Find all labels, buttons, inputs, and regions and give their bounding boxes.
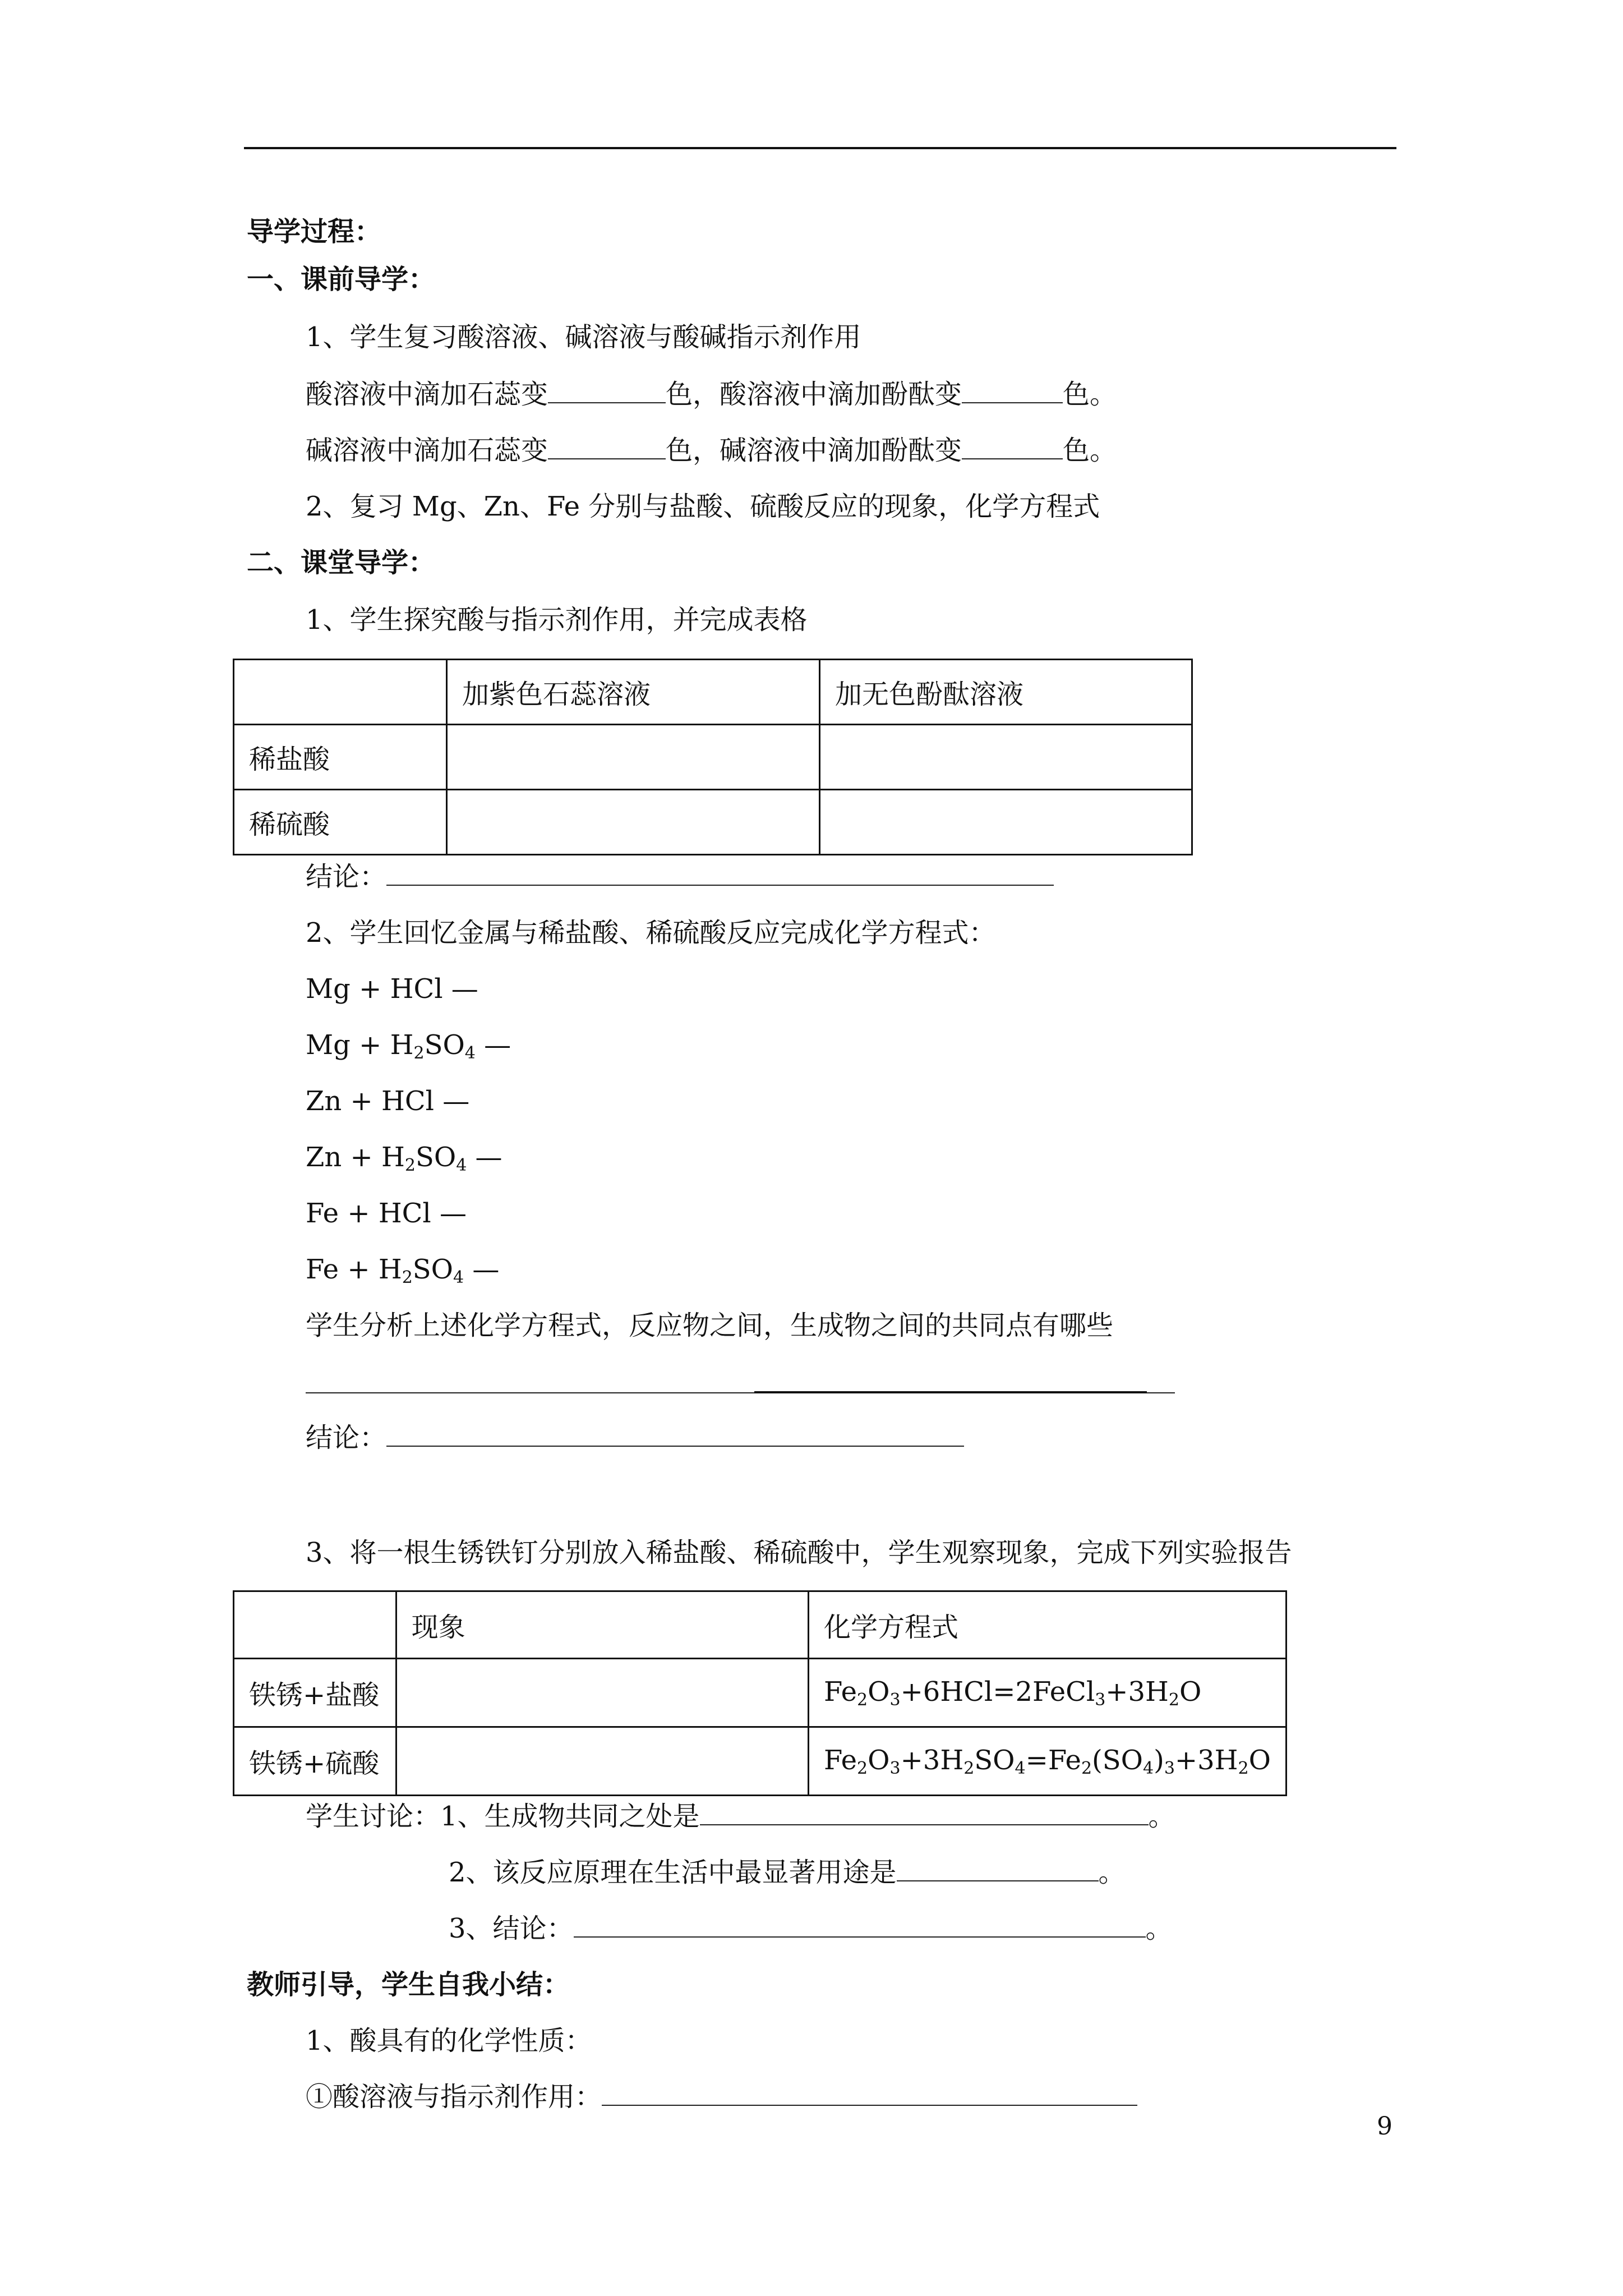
blank-conclusion2[interactable] [386,1423,964,1447]
blank-acid-indicator[interactable] [602,2082,1137,2106]
page-number: 9 [1377,2112,1393,2141]
conclusion2-line [306,1422,964,1453]
conclusion1-line [306,861,1054,892]
blank-base-phenol[interactable] [962,436,1063,459]
table2-row-label: 铁锈+盐酸 [234,1659,396,1727]
table1-header-phenol: 加无色酚酞溶液 [820,660,1192,725]
table1-cell[interactable] [447,790,820,855]
table1-cell[interactable] [820,725,1192,790]
equation-mg-h2so4: $Mg + H_2SO_4$ — [306,1029,511,1063]
base-indicator-line [306,435,1117,466]
blank-acid-litmus[interactable] [548,380,666,403]
conclusion1-label: 结论： [306,861,387,892]
discussion-q2: 2、该反应原理在生活中最显著用途是 [449,1857,897,1888]
table2-row-label: 铁锈+硫酸 [234,1727,396,1796]
section2-item2: 2、学生回忆金属与稀盐酸、稀硫酸反应完成化学方程式： [306,917,996,949]
analysis-question: 学生分析上述化学方程式，反应物之间，生成物之间的共同点有哪些 [306,1310,1114,1341]
section1-item2: 2、复习 Mg、Zn、Fe 分别与盐酸、硫酸反应的现象，化学方程式 [306,491,1100,522]
base-text-c: 色。 [1063,435,1117,466]
table1-header-empty [234,660,447,725]
table1-cell[interactable] [820,790,1192,855]
base-text-a: 碱溶液中滴加石蕊变 [306,435,548,466]
table1-row-label: 稀盐酸 [234,725,447,790]
table2-header-phenomenon: 现象 [396,1591,808,1659]
acid-text-a: 酸溶液中滴加石蕊变 [306,379,548,410]
experiment-table [233,1590,1287,1796]
table2-equation-h2so4: $Fe_2O_3+3H_2SO_4=Fe_2(SO_4)_3+3H_2O$ [808,1727,1286,1796]
blank-discussion-conclusion[interactable] [574,1914,1146,1938]
equation-zn-h2so4: $Zn + H_2SO_4$ — [306,1142,502,1175]
table1-header-litmus: 加紫色石蕊溶液 [447,660,820,725]
analysis-answer-line[interactable] [306,1369,1175,1400]
discussion-lead: 学生讨论：1、生成物共同之处是 [306,1801,700,1832]
section1-title: 一、课前导学： [247,264,436,295]
table2-header-empty [234,1591,396,1659]
discussion-line3: 3、结论： 。 [449,1913,1173,1944]
table2-phenomenon-cell[interactable] [396,1727,808,1796]
acid-text-c: 色。 [1063,379,1117,410]
summary-item1: 1、酸具有的化学性质： [306,2025,592,2056]
summary-sub1: ①酸溶液与指示剂作用： [306,2081,602,2113]
table2-phenomenon-cell[interactable] [396,1659,808,1727]
blank-common-products[interactable] [700,1802,1149,1825]
guide-heading: 导学过程： [247,216,382,247]
table2-equation-hcl: $Fe_2O_3+6HCl=2FeCl_3+3H_2O$ [808,1659,1286,1727]
header-rule [244,147,1396,149]
equation-mg-hcl: Mg + HCl — [306,973,478,1005]
table2-header-equation: 化学方程式 [808,1591,1286,1659]
blank-base-litmus[interactable] [548,436,666,459]
base-text-b: 色，碱溶液中滴加酚酞变 [666,435,962,466]
discussion-line2: 2、该反应原理在生活中最显著用途是 。 [449,1857,1126,1888]
table1-row-label: 稀硫酸 [234,790,447,855]
equation-fe-h2so4: $Fe + H_2SO_4$ — [306,1254,500,1287]
blank-usage[interactable] [897,1858,1099,1881]
acid-indicator-line [306,379,1117,410]
blank-conclusion1[interactable] [386,862,1054,886]
section2-item1: 1、学生探究酸与指示剂作用，并完成表格 [306,604,808,636]
table1-cell[interactable] [447,725,820,790]
discussion-q3: 3、结论： [449,1913,574,1944]
section2-item3: 3、将一根生锈铁钉分别放入稀盐酸、稀硫酸中，学生观察现象，完成下列实验报告 [306,1537,1292,1568]
blank-acid-phenol[interactable] [962,380,1063,403]
summary-title: 教师引导，学生自我小结： [247,1969,570,2000]
section1-item1: 1、学生复习酸溶液、碱溶液与酸碱指示剂作用 [306,321,861,353]
section2-title: 二、课堂导学： [247,547,436,578]
equation-zn-hcl: Zn + HCl — [306,1085,470,1117]
summary-sub1-line [306,2081,1137,2113]
indicator-table [233,659,1193,855]
discussion-line1: 学生讨论：1、生成物共同之处是 。 [306,1801,1175,1832]
acid-text-b: 色，酸溶液中滴加酚酞变 [666,379,962,410]
conclusion2-label: 结论： [306,1422,387,1453]
equation-fe-hcl: Fe + HCl — [306,1198,467,1229]
